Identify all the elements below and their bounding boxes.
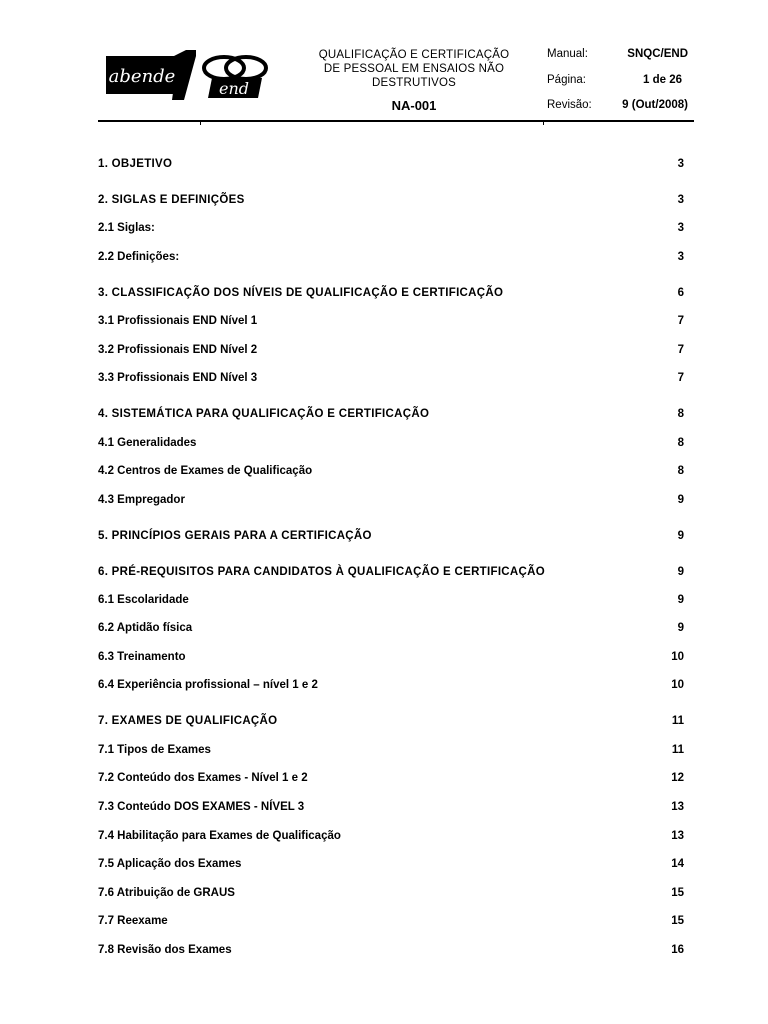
toc-entry-title: 6.4 Experiência profissional – nível 1 e 2 [98,679,318,691]
toc-entry [98,155,684,173]
toc-entry-title: 7.3 Conteúdo DOS EXAMES - NÍVEL 3 [98,801,305,813]
toc-entry-page: 3 [677,158,684,170]
toc-entry [98,619,684,637]
toc-entry [98,248,684,266]
toc-entry-page: 10 [671,679,684,691]
toc-entry [98,284,684,302]
end-logo [202,50,276,98]
toc-entry-title: 2.2 Definições: [98,251,180,263]
toc-entry-title: 4.3 Empregador [98,494,185,506]
toc-entry [98,527,684,545]
toc-entry-page: 13 [671,801,684,813]
toc-entry-page: 9 [677,594,684,606]
toc-entry-title: 4.1 Generalidades [98,437,197,449]
toc-entry-title: 2.1 Siglas: [98,222,155,234]
document-title-line: QUALIFICAÇÃO E CERTIFICAÇÃO [318,49,510,61]
header-divider [98,120,694,122]
toc-entry-page: 7 [677,315,684,327]
toc-entry-page: 3 [677,251,684,263]
toc-entry [98,769,684,787]
toc-entry-title: 4. SISTEMÁTICA PARA QUALIFICAÇÃO E CERTIFICAÇÃO [98,408,430,420]
toc-entry-title: 3.1 Profissionais END Nível 1 [98,315,258,327]
page-label: Página: [547,74,587,86]
document-title-line: DESTRUTIVOS [372,77,456,89]
toc-entry [98,491,684,509]
toc-entry [98,369,684,387]
toc-entry-title: 6.3 Treinamento [98,651,186,663]
toc-entry [98,405,684,423]
manual-label: Manual: [547,48,588,60]
toc-entry-page: 13 [671,830,684,842]
toc-entry-page: 11 [671,715,684,727]
toc-entry [98,434,684,452]
toc-entry [98,884,684,902]
toc-entry [98,798,684,816]
toc-entry-title: 3. CLASSIFICAÇÃO DOS NÍVEIS DE QUALIFICAÇÃO E CERTIFICAÇÃO [98,287,504,299]
toc-entry [98,191,684,209]
revision-label: Revisão: [547,99,592,111]
toc-entry-title: 1. OBJETIVO [98,158,173,170]
toc-entry-title: 7.2 Conteúdo dos Exames - Nível 1 e 2 [98,772,308,784]
header-divider-tick [200,120,201,125]
toc-entry-title: 3.2 Profissionais END Nível 2 [98,344,258,356]
toc-entry-page: 12 [671,772,684,784]
toc-entry-title: 4.2 Centros de Exames de Qualificação [98,465,313,477]
toc-entry-title: 6. PRÉ-REQUISITOS PARA CANDIDATOS À QUALIFICAÇÃO E CERTIFICAÇÃO [98,566,545,578]
toc-entry [98,912,684,930]
toc-entry-page: 8 [677,437,684,449]
page-value: 1 de 26 [643,74,682,86]
toc-entry-page: 8 [677,408,684,420]
toc-entry-title: 7.1 Tipos de Exames [98,744,211,756]
toc-entry-page: 9 [677,530,684,542]
toc-entry [98,462,684,480]
header-divider-tick [543,120,544,125]
toc-entry-page: 3 [677,194,684,206]
toc-entry-page: 8 [677,465,684,477]
toc-entry-page: 3 [677,222,684,234]
toc-entry-page: 9 [677,566,684,578]
document-header [98,44,694,122]
toc-entry [98,741,684,759]
toc-entry [98,941,684,959]
toc-entry-title: 7.5 Aplicação dos Exames [98,858,242,870]
toc-entry-page: 14 [671,858,684,870]
revision-value: 9 (Out/2008) [622,99,688,111]
toc-entry [98,712,684,730]
toc-entry [98,591,684,609]
manual-value: SNQC/END [627,48,688,60]
toc-entry [98,827,684,845]
toc-entry-title: 3.3 Profissionais END Nível 3 [98,372,258,384]
document-code: NA-001 [391,98,437,113]
toc-entry-page: 9 [677,622,684,634]
toc-entry-page: 15 [671,915,684,927]
toc-entry-page: 16 [671,944,684,956]
toc-entry-page: 7 [677,372,684,384]
toc-entry-title: 6.1 Escolaridade [98,594,189,606]
toc-entry-title: 7.4 Habilitação para Exames de Qualificação [98,830,341,842]
toc-entry-title: 7.8 Revisão dos Exames [98,944,232,956]
toc-entry-page: 9 [677,494,684,506]
toc-entry-title: 7.6 Atribuição de GRAUS [98,887,235,899]
toc-entry-page: 15 [671,887,684,899]
abende-logo [106,50,196,100]
toc-entry [98,676,684,694]
toc-entry-title: 7. EXAMES DE QUALIFICAÇÃO [98,715,278,727]
toc-entry [98,219,684,237]
toc-entry-page: 10 [671,651,684,663]
toc-entry [98,648,684,666]
toc-entry [98,312,684,330]
toc-entry-title: 2. SIGLAS E DEFINIÇÕES [98,194,245,206]
document-title [308,48,520,90]
document-title-line: DE PESSOAL EM ENSAIOS NÃO [323,63,505,75]
toc-entry-page: 11 [671,744,684,756]
toc-entry-page: 7 [677,344,684,356]
toc-entry [98,341,684,359]
toc-entry-title: 7.7 Reexame [98,915,168,927]
toc-entry [98,855,684,873]
end-logo-text: end [218,79,250,98]
toc-entry-title: 5. PRINCÍPIOS GERAIS PARA A CERTIFICAÇÃO [98,530,372,542]
abende-logo-text: abende [108,66,176,87]
toc-entry [98,563,684,581]
toc-entry-title: 6.2 Aptidão física [98,622,193,634]
toc-entry-page: 6 [677,287,684,299]
